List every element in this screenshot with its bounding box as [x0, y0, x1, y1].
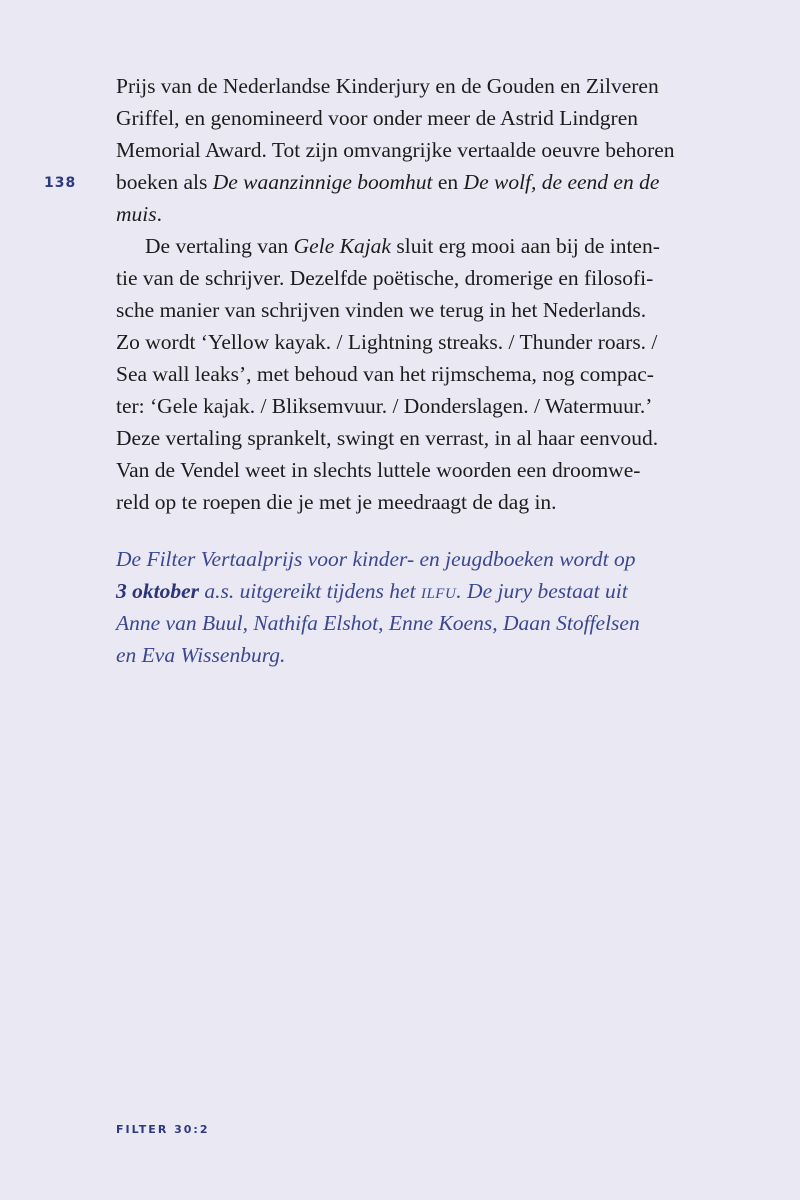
- paragraph-1: [116, 70, 696, 230]
- text-fragment: a.s. uitgereikt tijdens het: [199, 579, 421, 603]
- prize-announcement: [116, 543, 696, 671]
- text-line: [116, 166, 696, 198]
- text-line: Zo wordt ‘Yellow kayak. / Lightning streaks. / Thunder roars. /: [116, 330, 658, 354]
- book-title: De wolf, de eend en de: [463, 170, 660, 194]
- text-line: De Filter Vertaalprijs voor kinder- en jeugdboeken wordt op: [116, 547, 636, 571]
- text-line: Memorial Award. Tot zijn omvangrijke vertaalde oeuvre behoren: [116, 138, 675, 162]
- text-line: Prijs van de Nederlandse Kinderjury en de Gouden en Zilveren: [116, 74, 659, 98]
- text-fragment: sluit erg mooi aan bij de inten-: [390, 234, 660, 258]
- text-line: Griffel, en genomineerd voor onder meer de Astrid Lindgren: [116, 106, 639, 130]
- festival-abbreviation: ilfu: [420, 579, 457, 603]
- text-line: reld op te roepen die je met je meedraagt de dag in.: [116, 490, 557, 514]
- text-line: [116, 575, 696, 607]
- article-body: [116, 70, 696, 518]
- paragraph-2: [116, 230, 696, 518]
- text-fragment: De vertaling van: [145, 234, 294, 258]
- book-title: Gele Kajak: [293, 234, 391, 258]
- running-footer: FILTER 30:2: [116, 1123, 210, 1136]
- text-line: tie van de schrijver. Dezelfde poëtische, dromerige en filosofi-: [116, 266, 654, 290]
- ceremony-date: 3 oktober: [116, 579, 200, 603]
- text-fragment: . De jury bestaat uit: [456, 579, 628, 603]
- text-line: en Eva Wissenburg.: [116, 643, 286, 667]
- book-title: muis: [116, 202, 157, 226]
- text-fragment: .: [156, 202, 162, 226]
- book-title: De waanzinnige boomhut: [212, 170, 433, 194]
- text-line: Van de Vendel weet in slechts luttele woorden een droomwe-: [116, 458, 641, 482]
- text-line: [116, 198, 696, 230]
- text-fragment: en: [432, 170, 464, 194]
- text-line: Sea wall leaks’, met behoud van het rijmschema, nog compac-: [116, 362, 654, 386]
- text-fragment: boeken als: [116, 170, 213, 194]
- page-number: 138: [44, 175, 77, 191]
- text-line: Deze vertaling sprankelt, swingt en verrast, in al haar eenvoud.: [116, 426, 659, 450]
- text-line: ter: ‘Gele kajak. / Bliksemvuur. / Donderslagen. / Watermuur.’: [116, 394, 653, 418]
- text-line: sche manier van schrijven vinden we terug in het Nederlands.: [116, 298, 647, 322]
- text-line: [116, 230, 696, 262]
- text-line: Anne van Buul, Nathifa Elshot, Enne Koens, Daan Stoffelsen: [116, 611, 640, 635]
